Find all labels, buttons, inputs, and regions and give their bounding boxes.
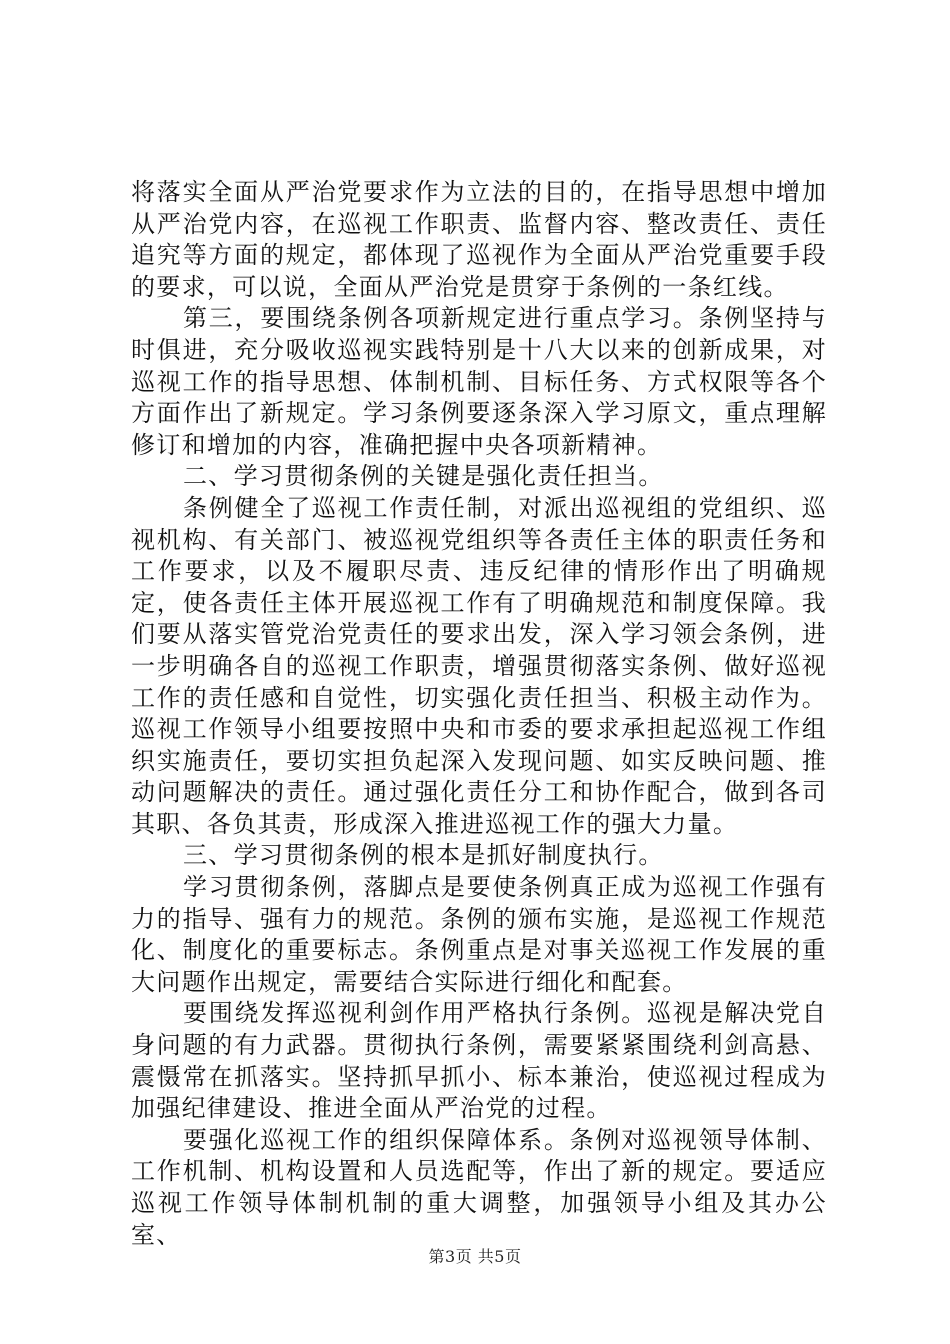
paragraph: 要强化巡视工作的组织保障体系。条例对巡视领导体制、工作机制、机构设置和人员选配等，作出了新的规定。要适应巡视工作领导体制机制的重大调整，加强领导小组及其办公室、 — [131, 1125, 827, 1249]
section-heading: 三、学习贯彻条例的根本是抓好制度执行。 — [183, 841, 664, 870]
paragraph: 第三，要围绕条例各项新规定进行重点学习。条例坚持与时俱进，充分吸收巡视实践特别是十八大以来的创新成果，对巡视工作的指导思想、体制机制、目标任务、方式权限等各个方面作出了新规定。学习条例要逐条深入学习原文，重点理解修订和增加的内容，准确把握中央各项新精神。 — [131, 304, 827, 459]
paragraph: 学习贯彻条例，落脚点是要使条例真正成为巡视工作强有力的指导、强有力的规范。条例的颁布实施，是巡视工作规范化、制度化的重要标志。条例重点是对事关巡视工作发展的重大问题作出规定，需要结合实际进行细化和配套。 — [131, 873, 827, 996]
paragraph: 条例健全了巡视工作责任制，对派出巡视组的党组织、巡视机构、有关部门、被巡视党组织等各责任主体的职责任务和工作要求，以及不履职尽责、违反纪律的情形作出了明确规定，使各责任主体开展巡视工作有了明确规范和制度保障。我们要从落实管党治党责任的要求出发，深入学习领会条例，进一步明确各自的巡视工作职责，增强贯彻落实条例、做好巡视工作的责任感和自觉性，切实强化责任担当、积极主动作为。巡视工作领导小组要按照中央和市委的要求承担起巡视工作组织实施责任，要切实担负起深入发现问题、如实反映问题、推动问题解决的责任。通过强化责任分工和协作配合，做到各司其职、各负其责，形成深入推进巡视工作的强大力量。 — [131, 493, 827, 838]
document-body — [131, 177, 827, 1251]
paragraph: 要围绕发挥巡视利剑作用严格执行条例。巡视是解决党自身问题的有力武器。贯彻执行条例，需要紧紧围绕利剑高悬、震慑常在抓落实。坚持抓早抓小、标本兼治，使巡视过程成为加强纪律建设、推进全面从严治党的过程。 — [131, 999, 827, 1123]
section-heading: 二、学习贯彻条例的关键是强化责任担当。 — [183, 462, 664, 491]
paragraph: 将落实全面从严治党要求作为立法的目的，在指导思想中增加从严治党内容，在巡视工作职责、监督内容、整改责任、责任追究等方面的规定，都体现了巡视作为全面从严治党重要手段的要求，可以说，全面从严治党是贯穿于条例的一条红线。 — [131, 178, 827, 301]
page-number-footer: 第3页 共5页 — [428, 1247, 522, 1266]
